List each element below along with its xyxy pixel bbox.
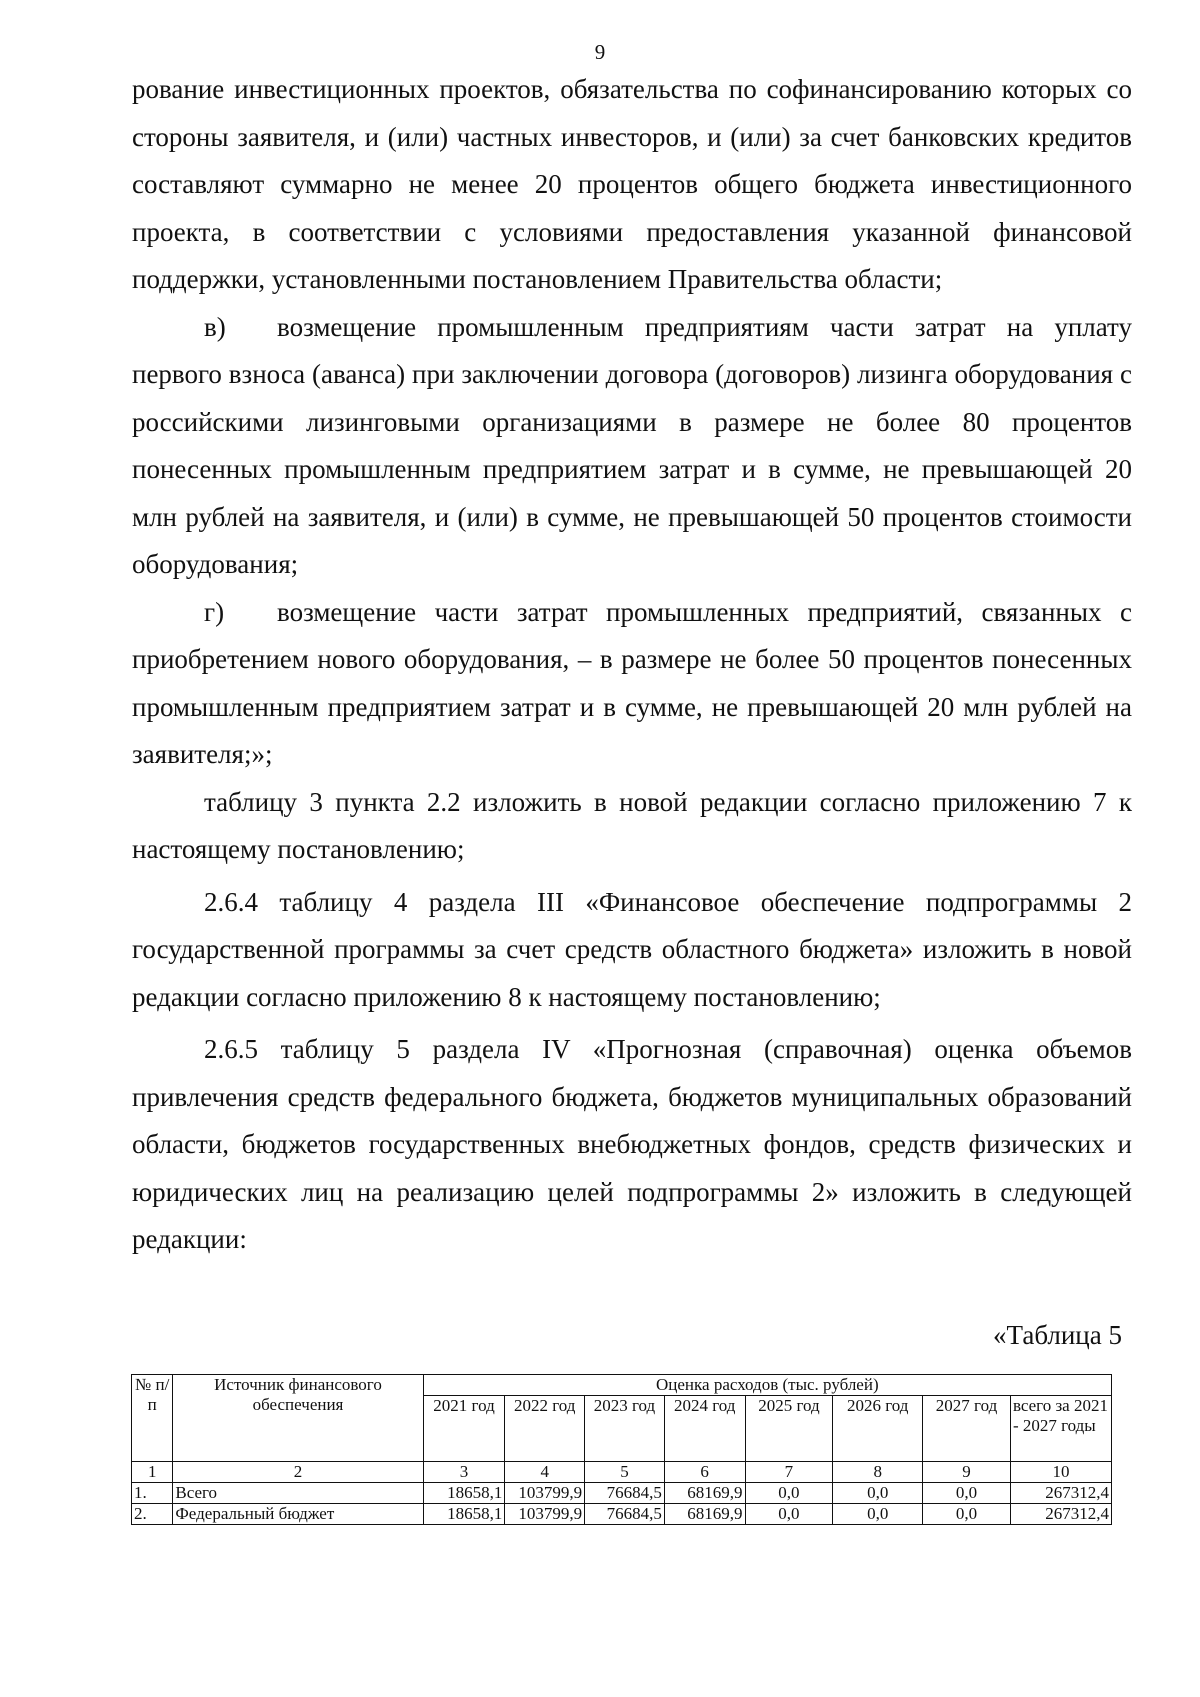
row-value: 76684,5	[585, 1504, 665, 1525]
row-value: 0,0	[923, 1483, 1011, 1504]
column-number: 9	[923, 1462, 1011, 1483]
row-value: 0,0	[833, 1504, 923, 1525]
list-marker-g: г)	[204, 596, 225, 627]
header-year: 2027 год	[923, 1396, 1011, 1462]
header-estimate: Оценка расходов (тыс. рублей)	[423, 1375, 1111, 1396]
paragraph-table-3: таблицу 3 пункта 2.2 изложить в новой редакции согласно приложению 7 к настоящему постановлению;	[132, 786, 1132, 864]
page-number: 9	[594, 40, 606, 64]
header-num: № п/п	[132, 1375, 173, 1462]
row-num: 1.	[132, 1483, 173, 1504]
paragraph-2-6-5: 2.6.5 таблицу 5 раздела IV «Прогнозная (справочная) оценка объемов привлечения средств федерального бюджета, бюджетов муниципальных образований области, бюджетов государственных внебюджетных фондов, средств физических и юридических лиц на реализацию целей подпрограммы 2» изложить в следующей редакции:	[132, 1034, 1132, 1254]
column-number: 3	[423, 1462, 505, 1483]
row-value: 0,0	[923, 1504, 1011, 1525]
column-number: 4	[505, 1462, 585, 1483]
row-value: 0,0	[745, 1483, 833, 1504]
table-row	[132, 1504, 1112, 1525]
column-number: 8	[833, 1462, 923, 1483]
row-source: Федеральный бюджет	[173, 1504, 423, 1525]
paragraph-investment-projects: рование инвестиционных проектов, обязательства по софинансированию которых со стороны заявителя, и (или) частных инвесторов, и (или) за счет банковских кредитов составляют суммарно не менее 20 процентов общего бюджета инвестиционного проекта, в соответствии с условиями предоставления указанной финансовой поддержки, установленными постановлением Правительства области;	[132, 74, 1132, 294]
paragraph-item-g	[132, 589, 1132, 779]
finance-table	[131, 1374, 1112, 1525]
row-value: 68169,9	[664, 1504, 745, 1525]
header-year: 2026 год	[833, 1396, 923, 1462]
row-value: 0,0	[833, 1483, 923, 1504]
table-row	[132, 1483, 1112, 1504]
header-total: всего за 2021 - 2027 годы	[1010, 1396, 1111, 1462]
row-source: Всего	[173, 1483, 423, 1504]
header-source: Источник финансового обеспечения	[173, 1375, 423, 1462]
table-header-row	[132, 1375, 1112, 1396]
header-year: 2021 год	[423, 1396, 505, 1462]
column-number: 6	[664, 1462, 745, 1483]
table-column-numbers-row	[132, 1462, 1112, 1483]
column-number: 7	[745, 1462, 833, 1483]
row-value: 0,0	[745, 1504, 833, 1525]
row-num: 2.	[132, 1504, 173, 1525]
header-year: 2024 год	[664, 1396, 745, 1462]
row-value: 76684,5	[585, 1483, 665, 1504]
column-number: 1	[132, 1462, 173, 1483]
row-value: 103799,9	[505, 1483, 585, 1504]
header-year: 2023 год	[585, 1396, 665, 1462]
row-total: 267312,4	[1010, 1504, 1111, 1525]
document-body	[132, 66, 1132, 1264]
row-value: 103799,9	[505, 1504, 585, 1525]
row-value: 18658,1	[423, 1504, 505, 1525]
paragraph-item-g-text: возмещение части затрат промышленных предприятий, связанных с приобретением нового оборудования, – в размере не более 50 процентов понесенных промышленным предприятием затрат и в сумме, не превышающей 20 млн рублей на заявителя;»;	[132, 596, 1132, 769]
header-year: 2025 год	[745, 1396, 833, 1462]
column-number: 10	[1010, 1462, 1111, 1483]
list-marker-v: в)	[204, 311, 226, 342]
column-number: 2	[173, 1462, 423, 1483]
row-value: 18658,1	[423, 1483, 505, 1504]
row-value: 68169,9	[664, 1483, 745, 1504]
column-number: 5	[585, 1462, 665, 1483]
paragraph-item-v	[132, 304, 1132, 589]
row-total: 267312,4	[1010, 1483, 1111, 1504]
paragraph-2-6-4: 2.6.4 таблицу 4 раздела III «Финансовое обеспечение подпрограммы 2 государственной программы за счет средств областного бюджета» изложить в новой редакции согласно приложению 8 к настоящему постановлению;	[132, 886, 1132, 1012]
header-year: 2022 год	[505, 1396, 585, 1462]
table-caption: «Таблица 5	[993, 1320, 1122, 1350]
paragraph-item-v-text: возмещение промышленным предприятиям части затрат на уплату первого взноса (аванса) при заключении договора (договоров) лизинга оборудования с российскими лизинговыми организациями в размере не более 80 процентов понесенных промышленным предприятием затрат и в сумме, не превышающей 20 млн рублей на заявителя, и (или) в сумме, не превышающей 50 процентов стоимости оборудования;	[132, 311, 1132, 579]
